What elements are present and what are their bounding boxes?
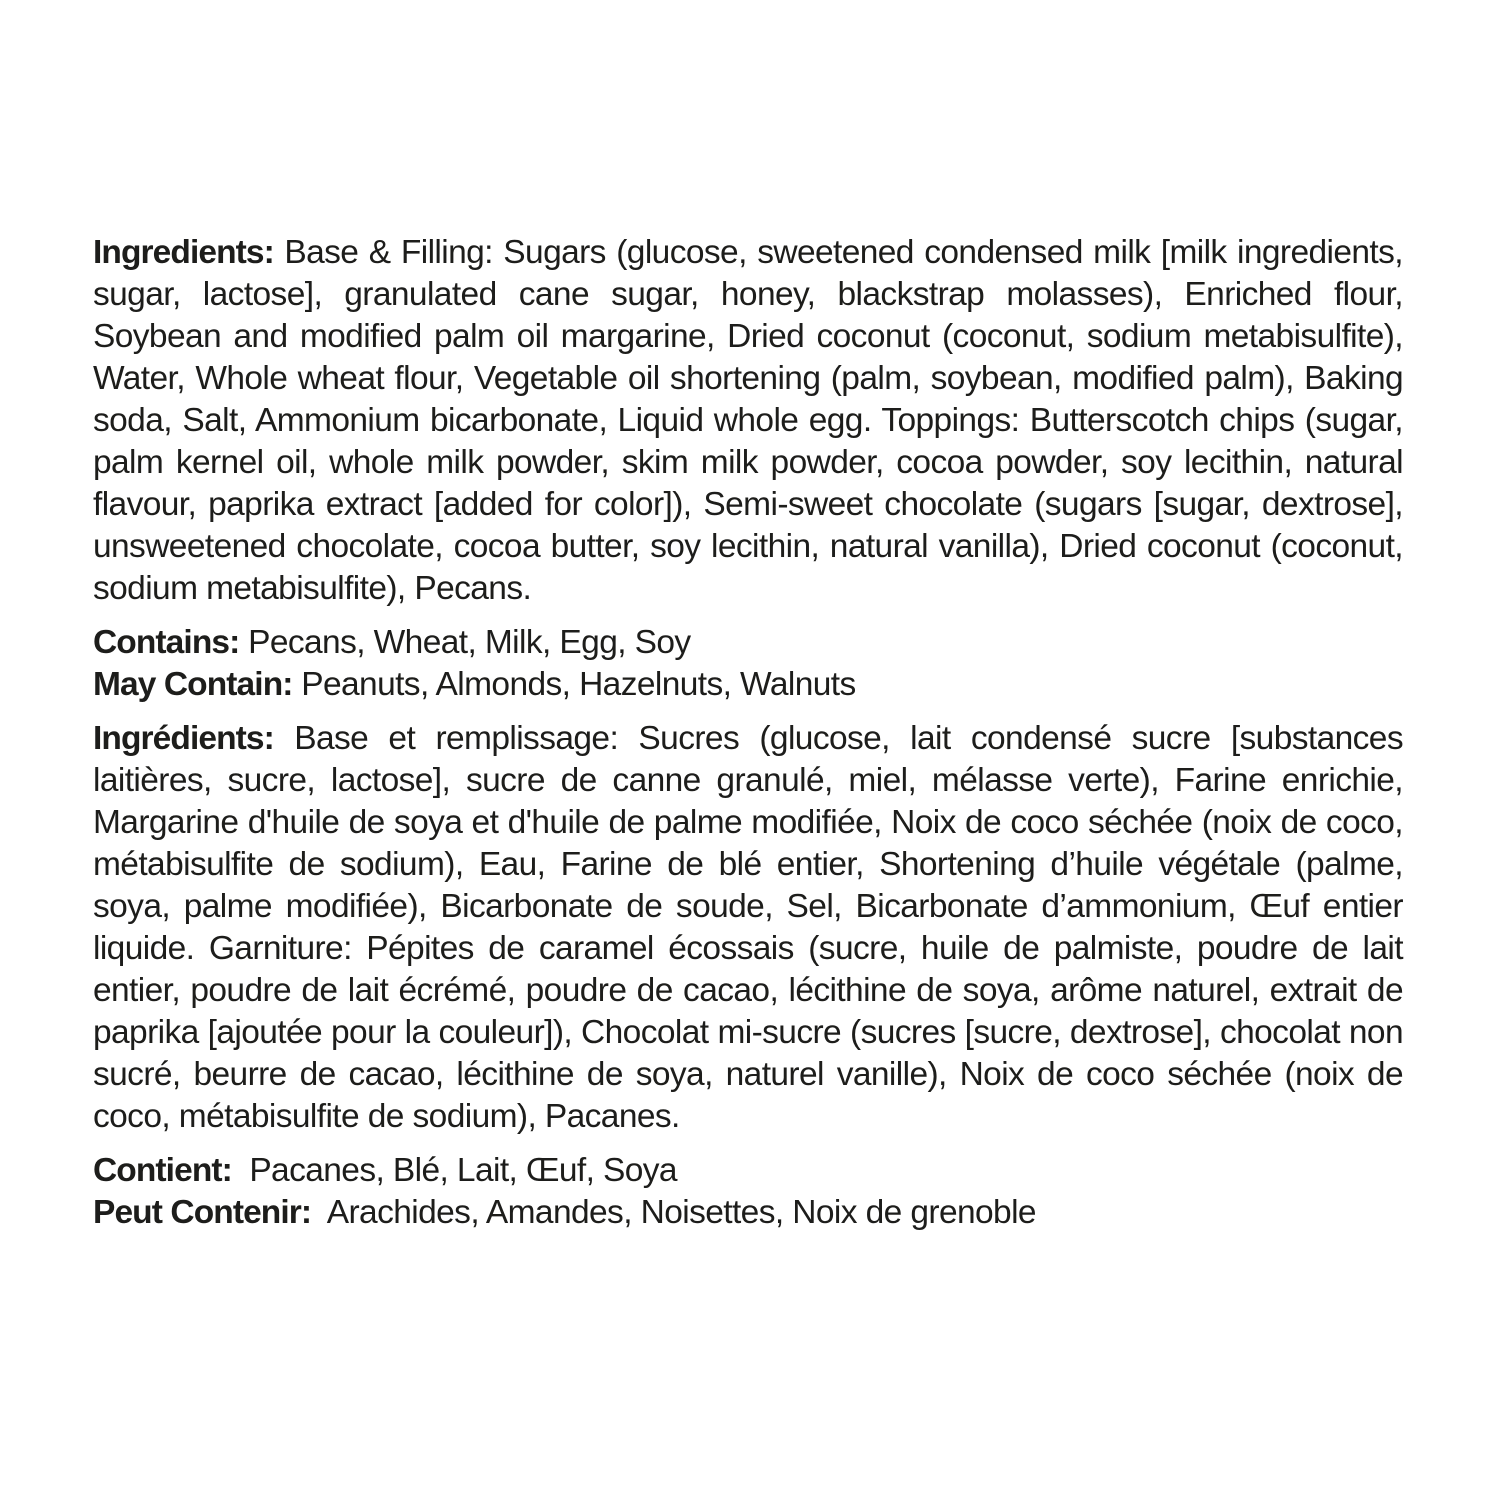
french-ingredients-heading: Ingrédients: <box>93 720 274 757</box>
english-may-contain-text: Peanuts, Almonds, Hazelnuts, Walnuts <box>301 666 856 703</box>
french-may-contain-heading: Peut Contenir: <box>93 1194 312 1231</box>
french-may-contain-line <box>93 1192 1403 1234</box>
english-contains-heading: Contains: <box>93 624 240 661</box>
english-ingredients-text: Base & Filling: Sugars (glucose, sweetened condensed milk [milk ingredients, sugar, lactose], granulated cane sugar, honey, blackstrap molasses), Enriched flour, Soybean and modified palm oil margarine, Dried coconut (coconut, sodium metabisulfite), Water, Whole wheat flour, Vegetable oil shortening (palm, soybean, modified palm), Baking soda, Salt, Ammonium bicarbonate, Liquid whole egg. Toppings: Butterscotch chips (sugar, palm kernel oil, whole milk powder, skim milk powder, cocoa powder, soy lecithin, natural flavour, paprika extract [added for color]), Semi-sweet chocolate (sugars [sugar, dextrose], unsweetened chocolate, cocoa butter, soy lecithin, natural vanilla), Dried coconut (coconut, sodium metabisulfite), Pecans. <box>93 234 1403 607</box>
english-ingredients-heading: Ingredients: <box>93 234 274 271</box>
french-ingredients-paragraph <box>93 718 1403 1138</box>
english-contains-text: Pecans, Wheat, Milk, Egg, Soy <box>248 624 691 661</box>
french-contains-text: Pacanes, Blé, Lait, Œuf, Soya <box>249 1152 677 1189</box>
french-contains-heading: Contient: <box>93 1152 232 1189</box>
english-ingredients-paragraph <box>93 232 1403 610</box>
french-ingredients-text: Base et remplissage: Sucres (glucose, lait condensé sucre [substances laitières, sucre, lactose], sucre de canne granulé, miel, mélasse verte), Farine enrichie, Margarine d'huile de soya et d'huile de palme modifiée, Noix de coco séchée (noix de coco, métabisulfite de sodium), Eau, Farine de blé entier, Shortening d’huile végétale (palme, soya, palme modifiée), Bicarbonate de soude, Sel, Bicarbonate d’ammonium, Œuf entier liquide. Garniture: Pépites de caramel écossais (sucre, huile de palmiste, poudre de lait entier, poudre de lait écrémé, poudre de cacao, lécithine de soya, arôme naturel, extrait de paprika [ajoutée pour la couleur]), Chocolat mi-sucre (sucres [sucre, dextrose], chocolat non sucré, beurre de cacao, lécithine de soya, naturel vanille), Noix de coco séchée (noix de coco, métabisulfite de sodium), Pacanes. <box>93 720 1403 1135</box>
english-may-contain-heading: May Contain: <box>93 666 293 703</box>
french-contains-line <box>93 1150 1403 1192</box>
ingredient-label-panel <box>93 232 1403 1234</box>
english-contains-line <box>93 622 1403 664</box>
english-may-contain-line <box>93 664 1403 706</box>
french-may-contain-text: Arachides, Amandes, Noisettes, Noix de grenoble <box>326 1194 1036 1231</box>
